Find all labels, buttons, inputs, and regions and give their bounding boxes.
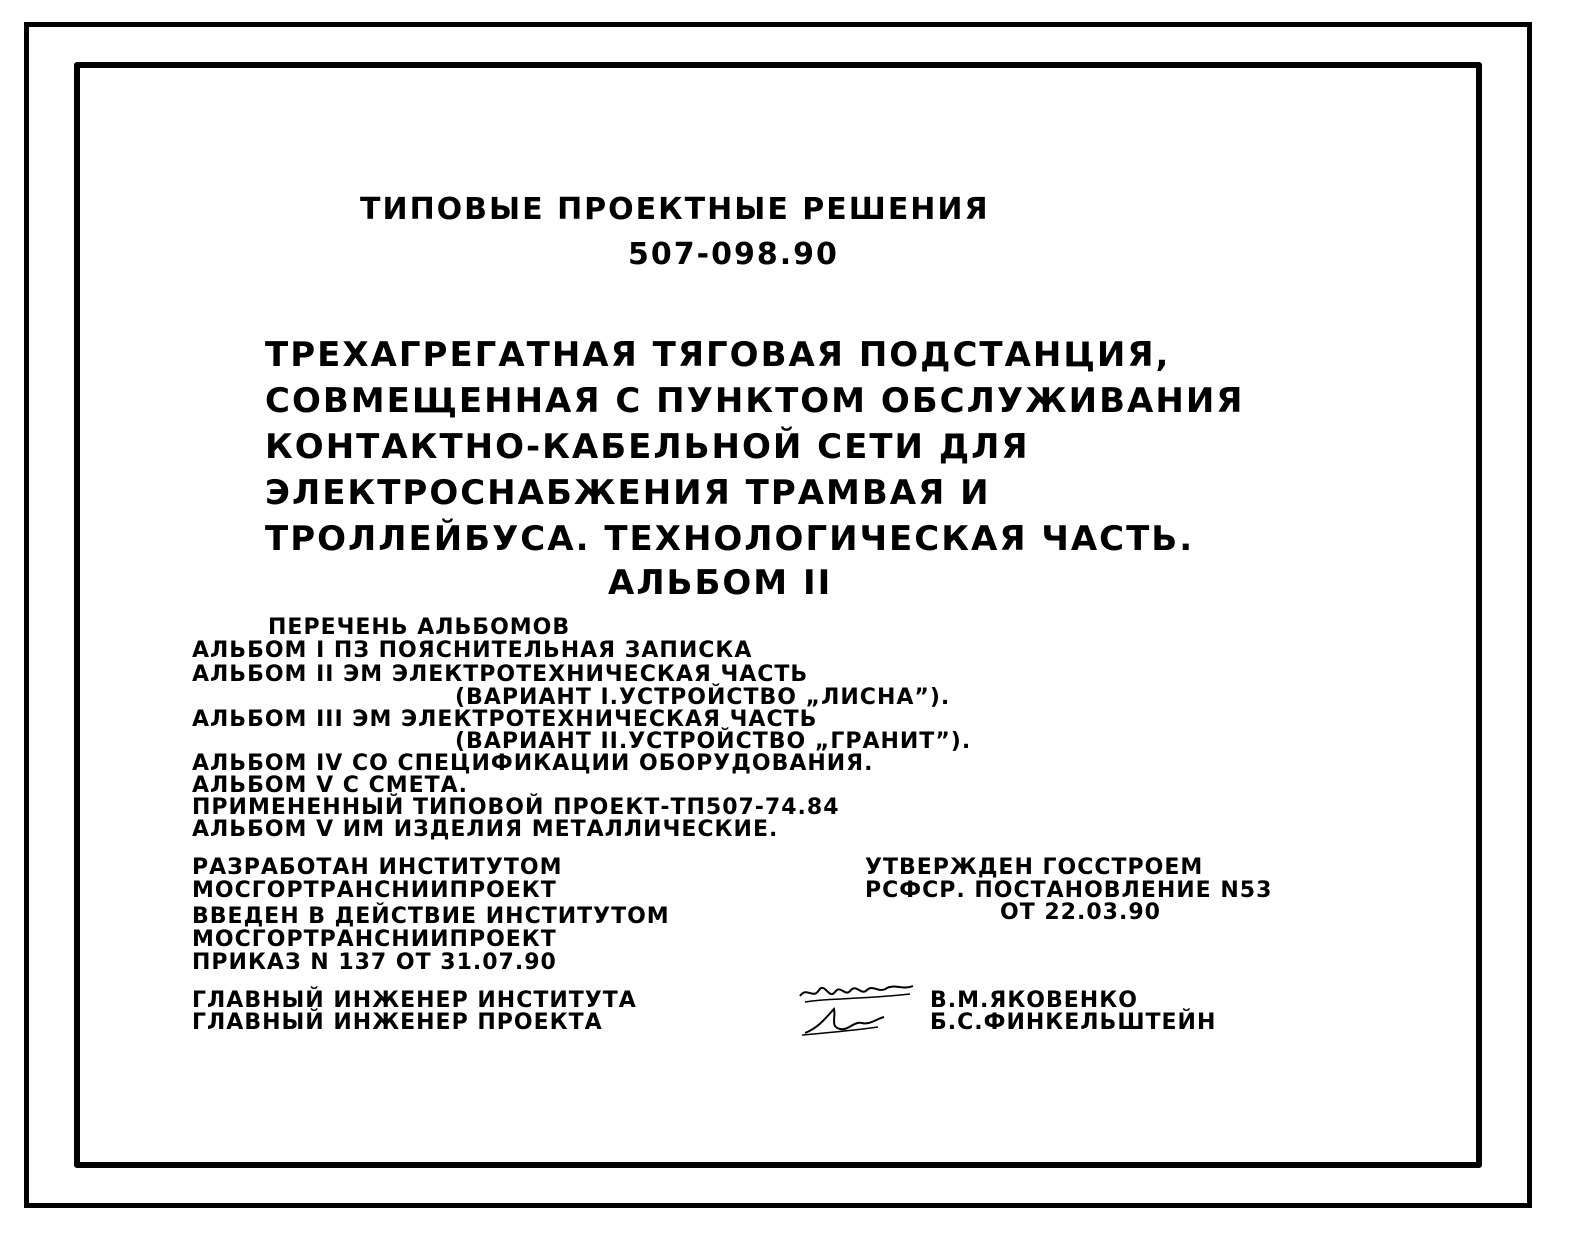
signature-role-1: ГЛАВНЫЙ ИНЖЕНЕР ИНСТИТУТА <box>192 988 637 1013</box>
signature-name-1: В.М.ЯКОВЕНКО <box>930 988 1138 1013</box>
album-line-3: (ВАРИАНТ I.УСТРОЙСТВО „ЛИСНА”). <box>455 685 951 710</box>
album-line-5: (ВАРИАНТ II.УСТРОЙСТВО „ГРАНИТ”). <box>455 729 972 754</box>
header-code: 507-098.90 <box>628 237 839 272</box>
albums-heading: ПЕРЕЧЕНЬ АЛЬБОМОВ <box>268 615 571 640</box>
title-album: АЛЬБОМ II <box>608 563 833 603</box>
album-line-8: ПРИМЕНЕННЫЙ ТИПОВОЙ ПРОЕКТ-ТП507-74.84 <box>192 795 840 820</box>
developer-line-3: ВВЕДЕН В ДЕЙСТВИЕ ИНСТИТУТОМ <box>192 904 670 929</box>
signature-role-2: ГЛАВНЫЙ ИНЖЕНЕР ПРОЕКТА <box>192 1010 603 1035</box>
developer-line-5: ПРИКАЗ N 137 ОТ 31.07.90 <box>192 950 557 975</box>
title-line-2: СОВМЕЩЕННАЯ С ПУНКТОМ ОБСЛУЖИВАНИЯ <box>265 381 1245 421</box>
developer-line-1: РАЗРАБОТАН ИНСТИТУТОМ <box>192 855 563 880</box>
album-line-9: АЛЬБОМ V ИМ ИЗДЕЛИЯ МЕТАЛЛИЧЕСКИЕ. <box>192 817 779 842</box>
title-line-4: ЭЛЕКТРОСНАБЖЕНИЯ ТРАМВАЯ И <box>265 473 991 513</box>
album-line-6: АЛЬБОМ IV СО СПЕЦИФИКАЦИИ ОБОРУДОВАНИЯ. <box>192 751 874 776</box>
header-title: ТИПОВЫЕ ПРОЕКТНЫЕ РЕШЕНИЯ <box>360 192 990 227</box>
album-line-1: АЛЬБОМ I ПЗ ПОЯСНИТЕЛЬНАЯ ЗАПИСКА <box>192 638 753 663</box>
approval-line-3: ОТ 22.03.90 <box>1000 900 1161 925</box>
album-line-4: АЛЬБОМ III ЭМ ЭЛЕКТРОТЕХНИЧЕСКАЯ ЧАСТЬ <box>192 707 818 732</box>
approval-line-1: УТВЕРЖДЕН ГОССТРОЕМ <box>865 855 1204 880</box>
album-line-7: АЛЬБОМ V С СМЕТА. <box>192 773 469 798</box>
developer-line-4: МОСГОРТРАНСНИИПРОЕКТ <box>192 927 557 952</box>
title-line-3: КОНТАКТНО-КАБЕЛЬНОЙ СЕТИ ДЛЯ <box>265 427 1030 467</box>
signature-name-2: Б.С.ФИНКЕЛЬШТЕЙН <box>930 1010 1217 1035</box>
title-line-5: ТРОЛЛЕЙБУСА. ТЕХНОЛОГИЧЕСКАЯ ЧАСТЬ. <box>265 519 1195 559</box>
developer-line-2: МОСГОРТРАНСНИИПРОЕКТ <box>192 878 557 903</box>
album-line-2: АЛЬБОМ II ЭМ ЭЛЕКТРОТЕХНИЧЕСКАЯ ЧАСТЬ <box>192 662 809 687</box>
approval-line-2: РСФСР. ПОСТАНОВЛЕНИЕ N53 <box>865 878 1273 903</box>
handwritten-signature-2 <box>800 1005 890 1040</box>
title-line-1: ТРЕХАГРЕГАТНАЯ ТЯГОВАЯ ПОДСТАНЦИЯ, <box>265 335 1171 375</box>
